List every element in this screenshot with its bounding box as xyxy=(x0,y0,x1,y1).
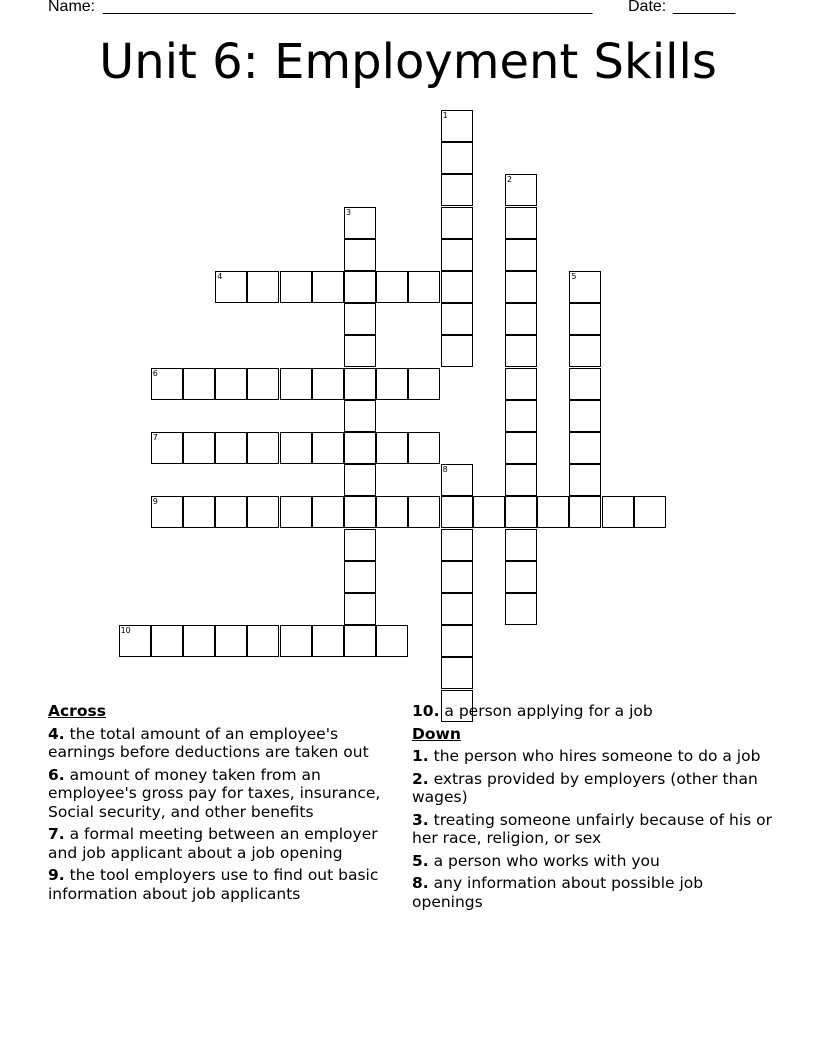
grid-cell[interactable] xyxy=(505,368,537,400)
grid-cell[interactable] xyxy=(280,432,312,464)
grid-cell[interactable] xyxy=(569,432,601,464)
across-clues-column xyxy=(48,702,408,907)
grid-cell[interactable] xyxy=(183,496,215,528)
clue-number-label: 9 xyxy=(152,497,158,507)
clue-number-label: 6 xyxy=(152,368,158,378)
grid-cell[interactable] xyxy=(312,271,344,303)
clue-number: 1. xyxy=(412,747,429,765)
grid-cell[interactable] xyxy=(344,271,376,303)
clue-text: a person who works with you xyxy=(433,851,660,870)
grid-cell[interactable] xyxy=(441,271,473,303)
grid-cell[interactable] xyxy=(247,432,279,464)
clue-number: 2. xyxy=(412,769,429,788)
clue-number: 5. xyxy=(412,851,429,870)
grid-cell[interactable] xyxy=(247,271,279,303)
grid-cell[interactable] xyxy=(344,335,376,367)
clue-text: a person applying for a job xyxy=(444,702,653,720)
grid-cell[interactable] xyxy=(537,496,569,528)
clue-number: 6. xyxy=(48,765,65,784)
grid-cell[interactable] xyxy=(441,174,473,206)
grid-cell[interactable] xyxy=(505,400,537,432)
grid-cell[interactable] xyxy=(505,303,537,335)
clue-number: 10. xyxy=(412,702,440,720)
grid-cell[interactable] xyxy=(280,368,312,400)
grid-cell[interactable] xyxy=(151,368,183,400)
grid-cell[interactable] xyxy=(408,368,440,400)
grid-cell[interactable] xyxy=(344,368,376,400)
grid-cell[interactable] xyxy=(569,496,601,528)
grid-cell[interactable] xyxy=(215,368,247,400)
grid-cell[interactable] xyxy=(376,432,408,464)
name-blank[interactable]: _______________________________________________________ xyxy=(103,0,593,15)
clue-number-label: 8 xyxy=(442,465,448,475)
grid-cell[interactable] xyxy=(344,529,376,561)
grid-cell[interactable] xyxy=(312,625,344,657)
clue-number-label: 10 xyxy=(120,626,131,636)
grid-cell[interactable] xyxy=(215,271,247,303)
clue-number-label: 3 xyxy=(346,207,352,217)
grid-cell[interactable] xyxy=(441,496,473,528)
grid-cell[interactable] xyxy=(441,207,473,239)
grid-cell[interactable] xyxy=(441,142,473,174)
grid-cell[interactable] xyxy=(183,625,215,657)
grid-cell[interactable] xyxy=(312,368,344,400)
clue-number-label: 7 xyxy=(152,433,158,442)
clue-text: the person who hires someone to do a job xyxy=(433,747,761,765)
grid-cell[interactable] xyxy=(215,625,247,657)
clue-down-1 xyxy=(412,747,772,766)
grid-cell[interactable] xyxy=(344,625,376,657)
grid-cell[interactable] xyxy=(151,496,183,528)
down-clues-column xyxy=(412,702,772,915)
grid-cell[interactable] xyxy=(505,432,537,464)
clue-number-label: 5 xyxy=(571,272,577,281)
grid-cell[interactable] xyxy=(408,432,440,464)
grid-cell[interactable] xyxy=(215,496,247,528)
grid-cell[interactable] xyxy=(151,625,183,657)
grid-cell[interactable] xyxy=(505,239,537,271)
grid-cell[interactable] xyxy=(312,432,344,464)
grid-cell[interactable] xyxy=(634,496,666,528)
clue-text: amount of money taken from an employee's gross pay for taxes, insurance, Social security, and other benefits xyxy=(48,765,381,821)
grid-cell[interactable] xyxy=(505,174,537,206)
grid-cell[interactable] xyxy=(151,432,183,464)
grid-cell[interactable] xyxy=(344,303,376,335)
down-heading: Down xyxy=(412,724,461,743)
grid-cell[interactable] xyxy=(473,496,505,528)
grid-cell[interactable] xyxy=(247,368,279,400)
clue-text: extras provided by employers (other than wages) xyxy=(412,769,758,806)
grid-cell[interactable] xyxy=(376,271,408,303)
clue-across-10 xyxy=(412,702,772,721)
grid-cell[interactable] xyxy=(569,335,601,367)
grid-cell[interactable] xyxy=(505,529,537,561)
clue-text: treating someone unfairly because of his or her race, religion, or sex xyxy=(412,810,773,847)
clue-across-4 xyxy=(48,725,408,762)
grid-cell[interactable] xyxy=(569,303,601,335)
grid-cell[interactable] xyxy=(280,625,312,657)
clue-down-5 xyxy=(412,852,772,871)
date-label: Date: xyxy=(628,0,667,15)
clue-number: 4. xyxy=(48,724,65,743)
clue-down-2 xyxy=(412,770,772,807)
clue-number: 7. xyxy=(48,825,65,843)
grid-cell[interactable] xyxy=(505,335,537,367)
across-heading: Across xyxy=(48,702,106,720)
grid-cell[interactable] xyxy=(247,496,279,528)
grid-cell[interactable] xyxy=(569,271,601,303)
clue-number: 8. xyxy=(412,874,429,892)
grid-cell[interactable] xyxy=(344,561,376,593)
grid-cell[interactable] xyxy=(505,464,537,496)
grid-cell[interactable] xyxy=(569,400,601,432)
grid-cell[interactable] xyxy=(344,207,376,239)
clue-down-3 xyxy=(412,811,772,848)
grid-cell[interactable] xyxy=(119,625,151,657)
grid-cell[interactable] xyxy=(280,496,312,528)
clue-text: the total amount of an employee's earnings before deductions are taken out xyxy=(48,724,369,761)
grid-cell[interactable] xyxy=(376,625,408,657)
clue-number: 3. xyxy=(412,810,429,829)
grid-cell[interactable] xyxy=(441,561,473,593)
page-title: Unit 6: Employment Skills xyxy=(99,34,717,90)
grid-cell[interactable] xyxy=(441,239,473,271)
grid-cell[interactable] xyxy=(312,496,344,528)
grid-cell[interactable] xyxy=(441,110,473,142)
grid-cell[interactable] xyxy=(441,335,473,367)
grid-cell[interactable] xyxy=(280,271,312,303)
clue-down-8 xyxy=(412,874,772,911)
grid-cell[interactable] xyxy=(376,496,408,528)
grid-cell[interactable] xyxy=(569,368,601,400)
grid-cell[interactable] xyxy=(602,496,634,528)
clue-across-9 xyxy=(48,866,408,903)
grid-cell[interactable] xyxy=(441,529,473,561)
clue-number-label: 4 xyxy=(217,272,223,281)
grid-cell[interactable] xyxy=(441,657,473,689)
clue-text: any information about possible job openings xyxy=(412,874,704,911)
grid-cell[interactable] xyxy=(344,400,376,432)
grid-cell[interactable] xyxy=(344,496,376,528)
grid-cell[interactable] xyxy=(505,271,537,303)
grid-cell[interactable] xyxy=(441,625,473,657)
grid-cell[interactable] xyxy=(441,303,473,335)
grid-cell[interactable] xyxy=(505,561,537,593)
grid-cell[interactable] xyxy=(376,368,408,400)
grid-cell[interactable] xyxy=(441,593,473,625)
grid-cell[interactable] xyxy=(408,271,440,303)
name-label: Name: xyxy=(48,0,96,15)
grid-cell[interactable] xyxy=(408,496,440,528)
grid-cell[interactable] xyxy=(344,239,376,271)
grid-cell[interactable] xyxy=(505,207,537,239)
grid-cell[interactable] xyxy=(344,464,376,496)
grid-cell[interactable] xyxy=(183,368,215,400)
date-blank[interactable]: _______ xyxy=(673,0,736,15)
grid-cell[interactable] xyxy=(569,464,601,496)
grid-cell[interactable] xyxy=(344,593,376,625)
clue-number-label: 2 xyxy=(507,175,513,185)
clue-across-7 xyxy=(48,825,408,862)
clue-text: the tool employers use to find out basic information about job applicants xyxy=(48,866,379,903)
clue-across-6 xyxy=(48,766,408,822)
grid-cell[interactable] xyxy=(344,432,376,464)
grid-cell[interactable] xyxy=(505,593,537,625)
clue-number-label: 1 xyxy=(442,111,448,120)
clue-text: a formal meeting between an employer and job applicant about a job opening xyxy=(48,825,378,862)
grid-cell[interactable] xyxy=(183,432,215,464)
grid-cell[interactable] xyxy=(247,625,279,657)
clue-number: 9. xyxy=(48,866,65,884)
grid-cell[interactable] xyxy=(505,496,537,528)
grid-cell[interactable] xyxy=(215,432,247,464)
grid-cell[interactable] xyxy=(441,464,473,496)
